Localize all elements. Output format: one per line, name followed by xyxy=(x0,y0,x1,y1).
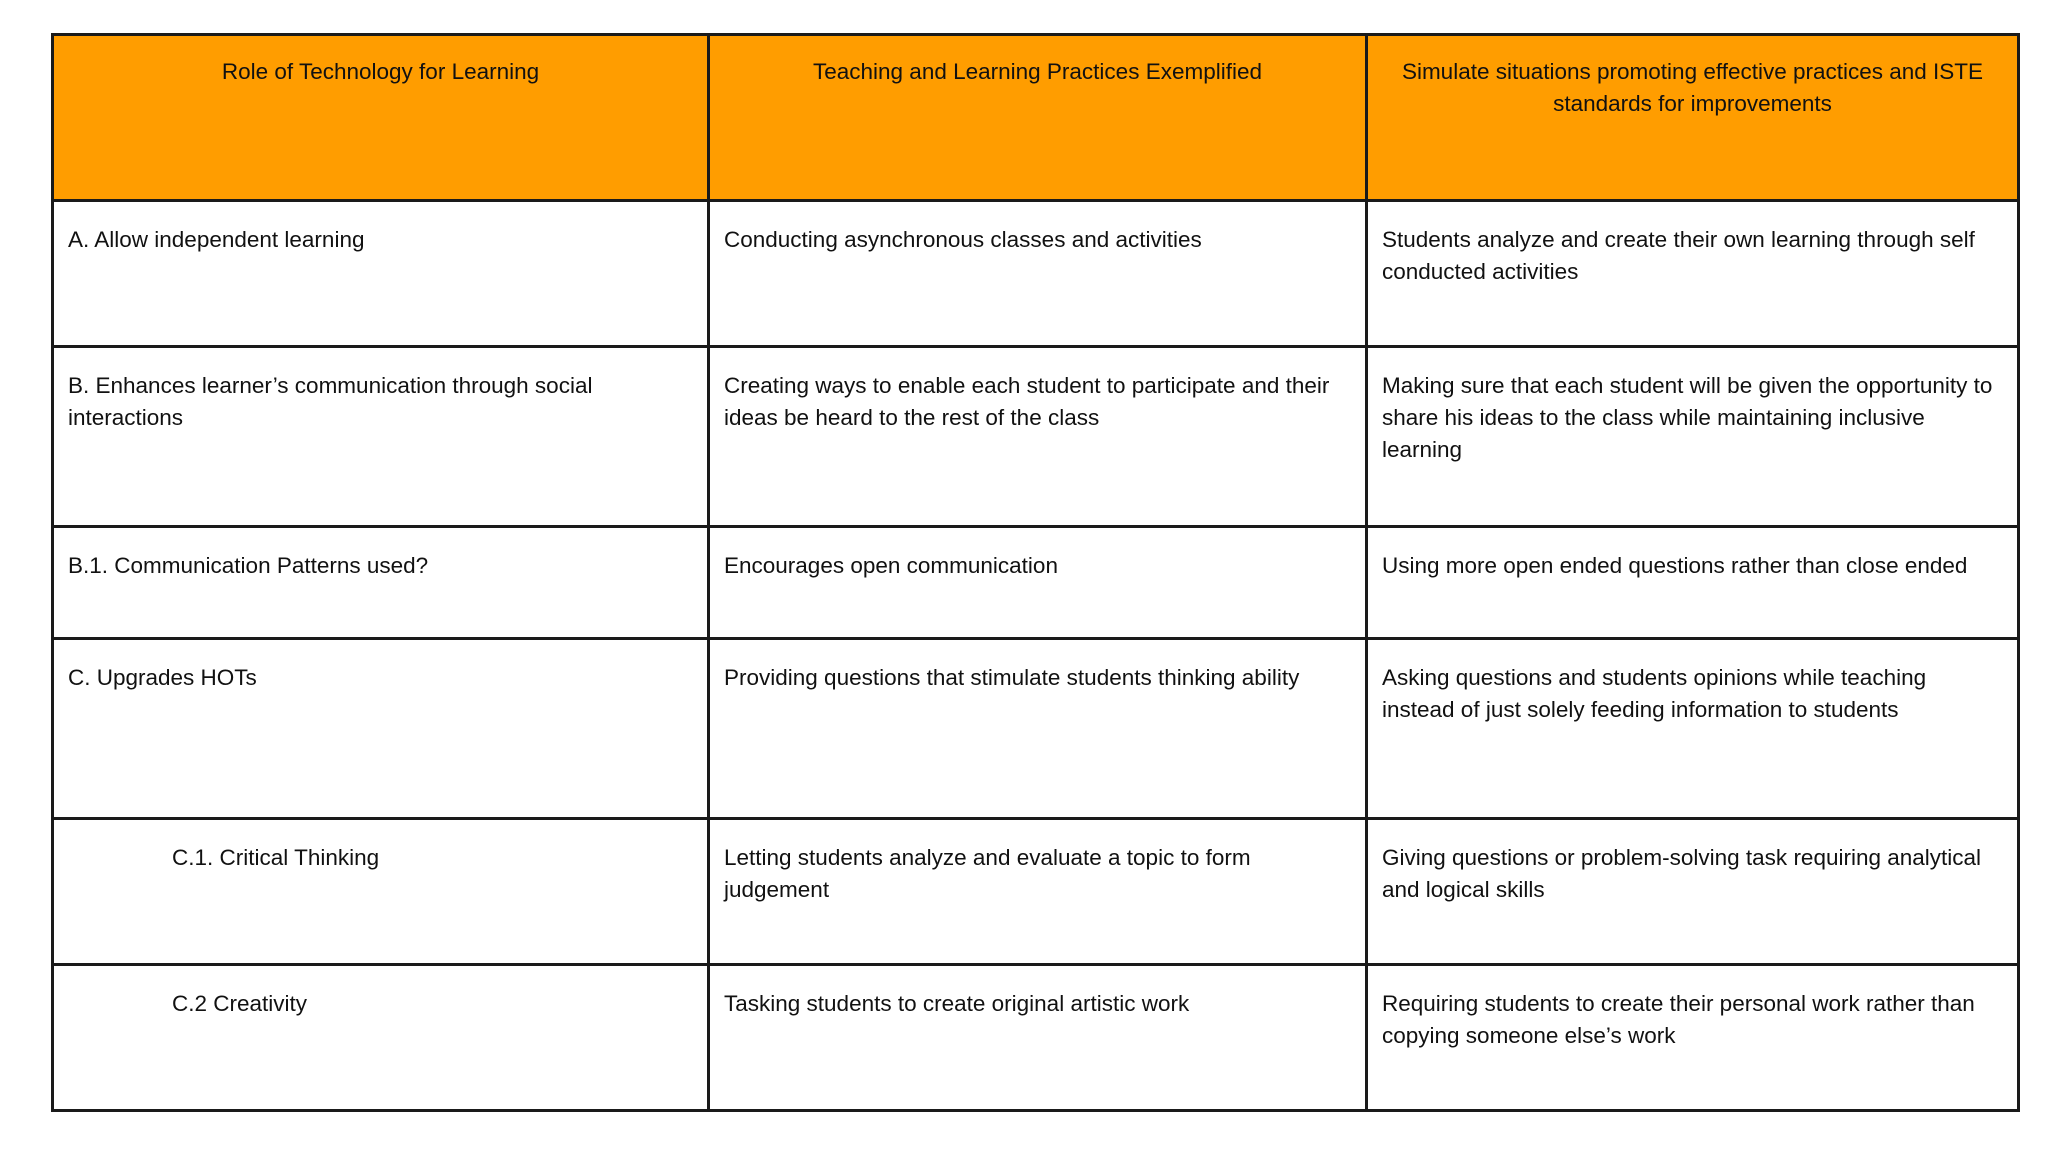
header-role-of-technology: Role of Technology for Learning xyxy=(53,35,709,201)
role-cell: A. Allow independent learning xyxy=(53,201,709,347)
table-row xyxy=(53,201,2019,347)
table-header-row xyxy=(53,35,2019,201)
technology-learning-table xyxy=(51,33,2020,1112)
simulation-cell: Asking questions and students opinions while teaching instead of just solely feeding information to students xyxy=(1367,639,2019,819)
simulation-cell: Using more open ended questions rather than close ended xyxy=(1367,527,2019,639)
role-cell: B. Enhances learner’s communication through social interactions xyxy=(53,347,709,527)
table-row xyxy=(53,639,2019,819)
role-cell: B.1. Communication Patterns used? xyxy=(53,527,709,639)
table-row xyxy=(53,965,2019,1111)
simulation-cell: Requiring students to create their personal work rather than copying someone else’s work xyxy=(1367,965,2019,1111)
practice-cell: Conducting asynchronous classes and activities xyxy=(709,201,1367,347)
practice-cell: Encourages open communication xyxy=(709,527,1367,639)
practice-cell: Creating ways to enable each student to participate and their ideas be heard to the rest of the class xyxy=(709,347,1367,527)
table-row xyxy=(53,819,2019,965)
simulation-cell: Making sure that each student will be given the opportunity to share his ideas to the class while maintaining inclusive learning xyxy=(1367,347,2019,527)
header-teaching-practices: Teaching and Learning Practices Exemplified xyxy=(709,35,1367,201)
technology-learning-table-container xyxy=(51,33,2020,1112)
practice-cell: Providing questions that stimulate students thinking ability xyxy=(709,639,1367,819)
header-simulate-situations: Simulate situations promoting effective practices and ISTE standards for improvements xyxy=(1367,35,2019,201)
table-row xyxy=(53,527,2019,639)
practice-cell: Letting students analyze and evaluate a topic to form judgement xyxy=(709,819,1367,965)
role-cell: C.2 Creativity xyxy=(53,965,709,1111)
role-cell: C. Upgrades HOTs xyxy=(53,639,709,819)
simulation-cell: Giving questions or problem-solving task requiring analytical and logical skills xyxy=(1367,819,2019,965)
table-row xyxy=(53,347,2019,527)
simulation-cell: Students analyze and create their own learning through self conducted activities xyxy=(1367,201,2019,347)
practice-cell: Tasking students to create original artistic work xyxy=(709,965,1367,1111)
role-cell: C.1. Critical Thinking xyxy=(53,819,709,965)
